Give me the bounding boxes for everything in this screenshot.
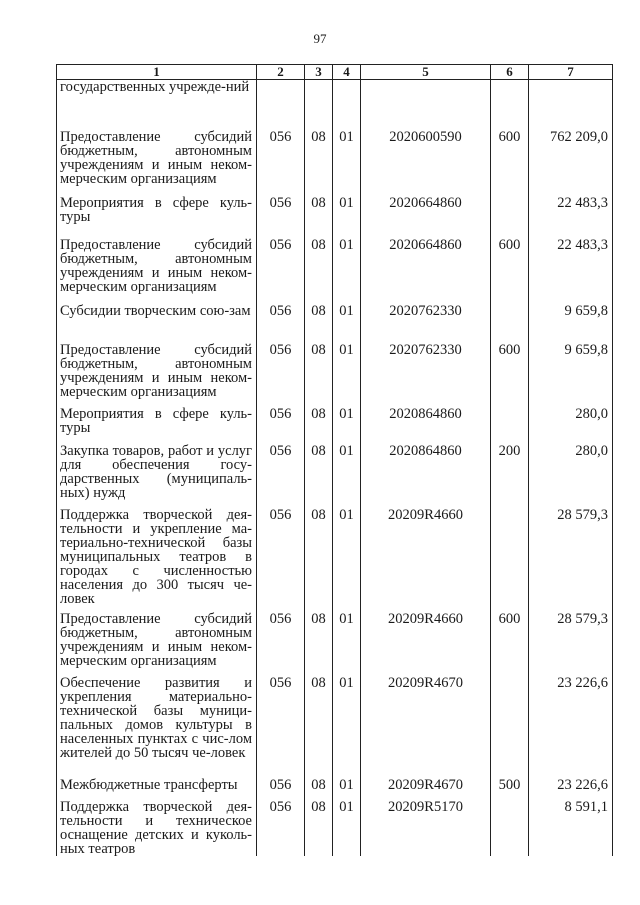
row-sum (529, 80, 613, 130)
row-gr: 056 (257, 304, 305, 343)
row-gr: 056 (257, 676, 305, 778)
row-gr: 056 (257, 343, 305, 407)
row-pr: 01 (333, 778, 361, 800)
row-name: Обеспечение развития и укрепления материально-технической базы муници-пальных домов культуры в населенных пунктах с чис-лом жителей до 50 тысяч че-ловек (57, 676, 257, 778)
table-header-row (57, 65, 613, 80)
page-number: 97 (313, 31, 327, 46)
row-rz: 08 (305, 676, 333, 778)
header-col-4: 4 (333, 65, 361, 80)
header-col-5: 5 (361, 65, 491, 80)
row-pr: 01 (333, 676, 361, 778)
row-name: Предоставление субсидий бюджетным, автономным учреждениям и иным неком-мерческим организациям (57, 612, 257, 676)
row-rz: 08 (305, 130, 333, 196)
row-csr: 20209R4670 (361, 676, 491, 778)
row-name: Мероприятия в сфере куль-туры (57, 407, 257, 444)
row-sum: 9 659,8 (529, 343, 613, 407)
row-gr: 056 (257, 130, 305, 196)
row-pr: 01 (333, 238, 361, 304)
row-csr: 2020864860 (361, 407, 491, 444)
row-sum: 23 226,6 (529, 676, 613, 778)
row-vr (491, 407, 529, 444)
row-name: Поддержка творческой дея-тельности и укрепление ма-териально-технической базы муниципальных театров в городах с численностью населения до 300 тысяч че-ловек (57, 508, 257, 612)
row-rz: 08 (305, 508, 333, 612)
row-gr: 056 (257, 444, 305, 508)
row-rz: 08 (305, 304, 333, 343)
row-csr: 20209R4660 (361, 508, 491, 612)
table-row (57, 304, 613, 343)
table-row (57, 407, 613, 444)
row-name: Субсидии творческим сою-зам (57, 304, 257, 343)
row-pr: 01 (333, 196, 361, 238)
row-gr: 056 (257, 800, 305, 856)
row-csr: 2020664860 (361, 238, 491, 304)
row-vr (491, 304, 529, 343)
row-name: Предоставление субсидий бюджетным, автономным учреждениям и иным неком-мерческим организациям (57, 130, 257, 196)
row-vr: 600 (491, 238, 529, 304)
row-name: Межбюджетные трансферты (57, 778, 257, 800)
row-rz: 08 (305, 238, 333, 304)
header-col-2: 2 (257, 65, 305, 80)
row-vr (491, 508, 529, 612)
row-csr: 2020762330 (361, 304, 491, 343)
table-row (57, 444, 613, 508)
row-gr: 056 (257, 196, 305, 238)
row-rz: 08 (305, 612, 333, 676)
row-pr: 01 (333, 343, 361, 407)
row-name: Поддержка творческой дея-тельности и техническое оснащение детских и куколь-ных театров (57, 800, 257, 856)
header-col-1: 1 (57, 65, 257, 80)
row-name: Закупка товаров, работ и услуг для обеспечения госу-дарственных (муниципаль-ных) нужд (57, 444, 257, 508)
row-name: Предоставление субсидий бюджетным, автономным учреждениям и иным неком-мерческим организациям (57, 343, 257, 407)
table-row (57, 80, 613, 130)
row-pr: 01 (333, 508, 361, 612)
header-col-6: 6 (491, 65, 529, 80)
header-col-7: 7 (529, 65, 613, 80)
table-row (57, 196, 613, 238)
row-pr: 01 (333, 612, 361, 676)
row-sum: 280,0 (529, 407, 613, 444)
row-sum: 22 483,3 (529, 238, 613, 304)
budget-table (56, 64, 613, 856)
row-rz: 08 (305, 778, 333, 800)
row-sum: 8 591,1 (529, 800, 613, 856)
row-csr: 20209R4660 (361, 612, 491, 676)
row-rz: 08 (305, 444, 333, 508)
row-vr (491, 676, 529, 778)
row-vr (491, 800, 529, 856)
header-col-3: 3 (305, 65, 333, 80)
row-vr: 500 (491, 778, 529, 800)
row-vr (491, 196, 529, 238)
row-rz: 08 (305, 407, 333, 444)
row-vr: 600 (491, 612, 529, 676)
table-row (57, 778, 613, 800)
row-pr: 01 (333, 130, 361, 196)
row-sum: 28 579,3 (529, 508, 613, 612)
table-row (57, 343, 613, 407)
row-name: Мероприятия в сфере куль-туры (57, 196, 257, 238)
row-name: государственных учрежде-ний (57, 80, 257, 130)
row-pr: 01 (333, 444, 361, 508)
row-vr: 600 (491, 343, 529, 407)
table-row (57, 508, 613, 612)
row-gr (257, 80, 305, 130)
row-vr (491, 80, 529, 130)
row-sum: 23 226,6 (529, 778, 613, 800)
row-sum: 280,0 (529, 444, 613, 508)
table-row (57, 612, 613, 676)
row-pr (333, 80, 361, 130)
row-rz (305, 80, 333, 130)
row-csr (361, 80, 491, 130)
row-gr: 056 (257, 778, 305, 800)
table-row (57, 130, 613, 196)
row-pr: 01 (333, 407, 361, 444)
row-rz: 08 (305, 800, 333, 856)
table-row (57, 676, 613, 778)
row-gr: 056 (257, 238, 305, 304)
table-row (57, 800, 613, 856)
row-pr: 01 (333, 800, 361, 856)
row-vr: 200 (491, 444, 529, 508)
row-vr: 600 (491, 130, 529, 196)
row-gr: 056 (257, 612, 305, 676)
row-rz: 08 (305, 196, 333, 238)
row-csr: 2020600590 (361, 130, 491, 196)
row-csr: 20209R5170 (361, 800, 491, 856)
row-csr: 2020762330 (361, 343, 491, 407)
row-rz: 08 (305, 343, 333, 407)
row-sum: 762 209,0 (529, 130, 613, 196)
row-gr: 056 (257, 508, 305, 612)
row-pr: 01 (333, 304, 361, 343)
row-csr: 2020664860 (361, 196, 491, 238)
row-sum: 22 483,3 (529, 196, 613, 238)
row-csr: 20209R4670 (361, 778, 491, 800)
table-row (57, 238, 613, 304)
row-name: Предоставление субсидий бюджетным, автономным учреждениям и иным неком-мерческим организациям (57, 238, 257, 304)
row-gr: 056 (257, 407, 305, 444)
row-sum: 9 659,8 (529, 304, 613, 343)
row-sum: 28 579,3 (529, 612, 613, 676)
row-csr: 2020864860 (361, 444, 491, 508)
